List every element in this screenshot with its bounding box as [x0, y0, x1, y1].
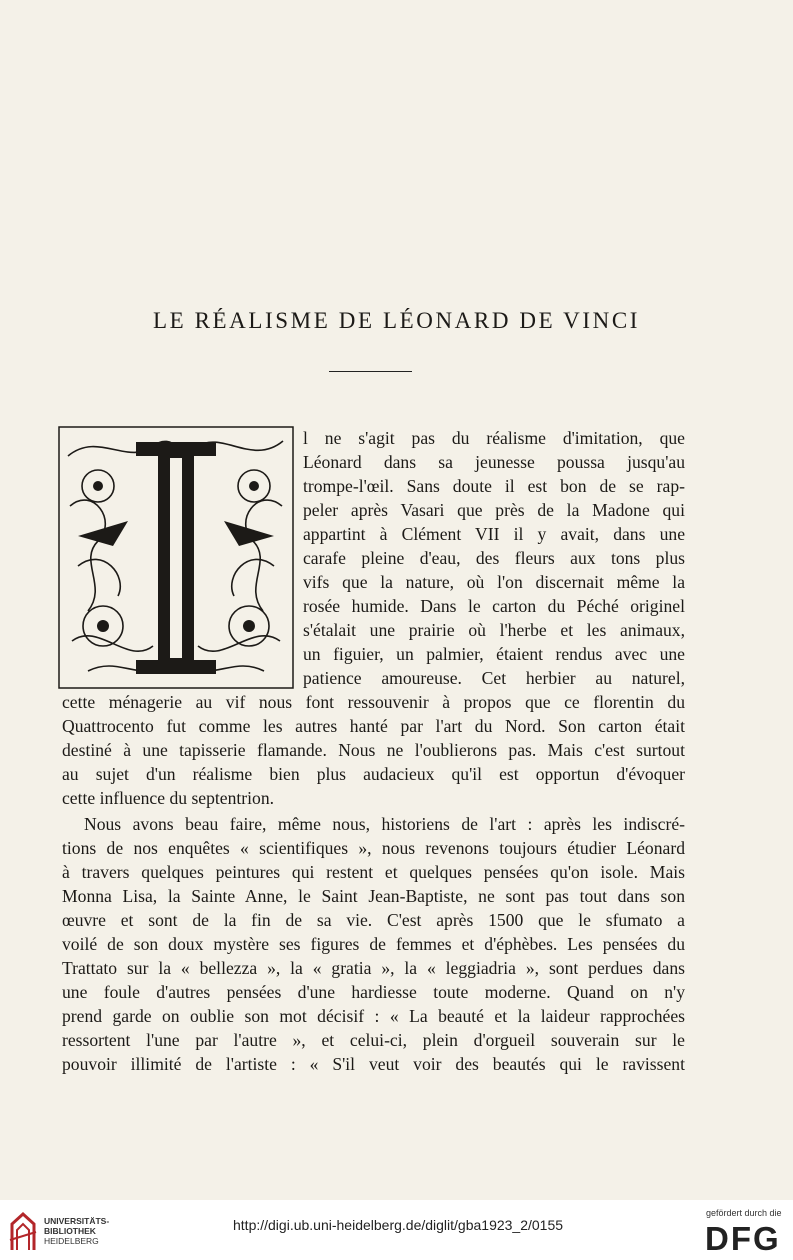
library-name-line: UNIVERSITÄTS- [44, 1216, 110, 1226]
text-line: prend garde on oublie son mot décisif : « La beauté et la laideur rapprochées [62, 1006, 685, 1026]
university-library-logo-icon [8, 1210, 38, 1252]
article-title: LE RÉALISME DE LÉONARD DE VINCI [152, 308, 641, 333]
title-rule [329, 371, 412, 372]
text-line: trompe-l'œil. Sans doute il est bon de se rap- [303, 476, 685, 496]
text-line: voilé de son doux mystère ses figures de femmes et d'éphèbes. Les pensées du [62, 934, 685, 954]
text-line: tions de nos enquêtes « scientifiques », nous revenons toujours étudier Léonard [62, 838, 685, 858]
text-line: vifs que la nature, où l'on discernait même la [303, 572, 685, 592]
text-line: un figuier, un palmier, étaient rendus avec une [303, 644, 685, 664]
text-line: au sujet d'un réalisme bien plus audacieux qu'il est opportun d'évoquer [62, 764, 685, 784]
text-line: ressortent l'une par l'autre », et celui-ci, plein d'orgueil souverain sur le [62, 1030, 685, 1050]
text-line: Trattato sur la « bellezza », la « gratia », la « leggiadria », sont perdues dans [62, 958, 685, 978]
text-line: pouvoir illimité de l'artiste : « S'il veut voir des beautés qui le ravissent [62, 1054, 685, 1074]
text-line: destiné à une tapisserie flamande. Nous ne l'oublierons pas. Mais c'est surtout [62, 740, 685, 760]
library-name [44, 1216, 109, 1246]
text-line: Léonard dans sa jeunesse poussa jusqu'au [303, 452, 685, 472]
text-line: cette influence du septentrion. [62, 788, 275, 808]
text-line: Quattrocento fut comme les autres hanté par l'art du Nord. Son carton était [62, 716, 685, 736]
text-line: une foule d'autres pensées d'une hardiesse toute moderne. Quand on n'y [62, 982, 685, 1002]
library-name-line: HEIDELBERG [44, 1236, 99, 1246]
text-line: cette ménagerie au vif nous font ressouvenir à propos que ce florentin du [62, 692, 685, 712]
text-line: Monna Lisa, la Sainte Anne, le Saint Jean-Baptiste, ne sont pas tout dans son [62, 886, 685, 906]
text-line: appartint à Clément VII il y avait, dans une [303, 524, 685, 544]
text-line: carafe pleine d'eau, des fleurs aux tons plus [303, 548, 685, 568]
text-line: patience amoureuse. Cet herbier au naturel, [303, 668, 685, 688]
text-line: œuvre et sont de la fin de sa vie. C'est après 1500 que le sfumato a [62, 910, 685, 930]
text-line: à travers quelques peintures qui restent et quelques pensées qu'on isole. Mais [62, 862, 685, 882]
ornate-drop-cap-i [58, 426, 294, 689]
dfg-logo: DFG [705, 1220, 781, 1257]
text-line: s'étalait une prairie où l'herbe et les animaux, [303, 620, 685, 640]
text-line: l ne s'agit pas du réalisme d'imitation, que [303, 428, 685, 448]
permalink-url[interactable]: http://digi.ub.uni-heidelberg.de/diglit/gba1923_2/0155 [233, 1217, 564, 1233]
paragraph-first-line: Nous avons beau faire, même nous, historiens de l'art : après les indiscré- [84, 814, 685, 834]
library-name-line: BIBLIOTHEK [44, 1226, 96, 1236]
text-line: peler après Vasari que près de la Madone qui [303, 500, 685, 520]
text-line: rosée humide. Dans le carton du Péché originel [303, 596, 685, 616]
funding-note: gefördert durch die [706, 1208, 782, 1218]
